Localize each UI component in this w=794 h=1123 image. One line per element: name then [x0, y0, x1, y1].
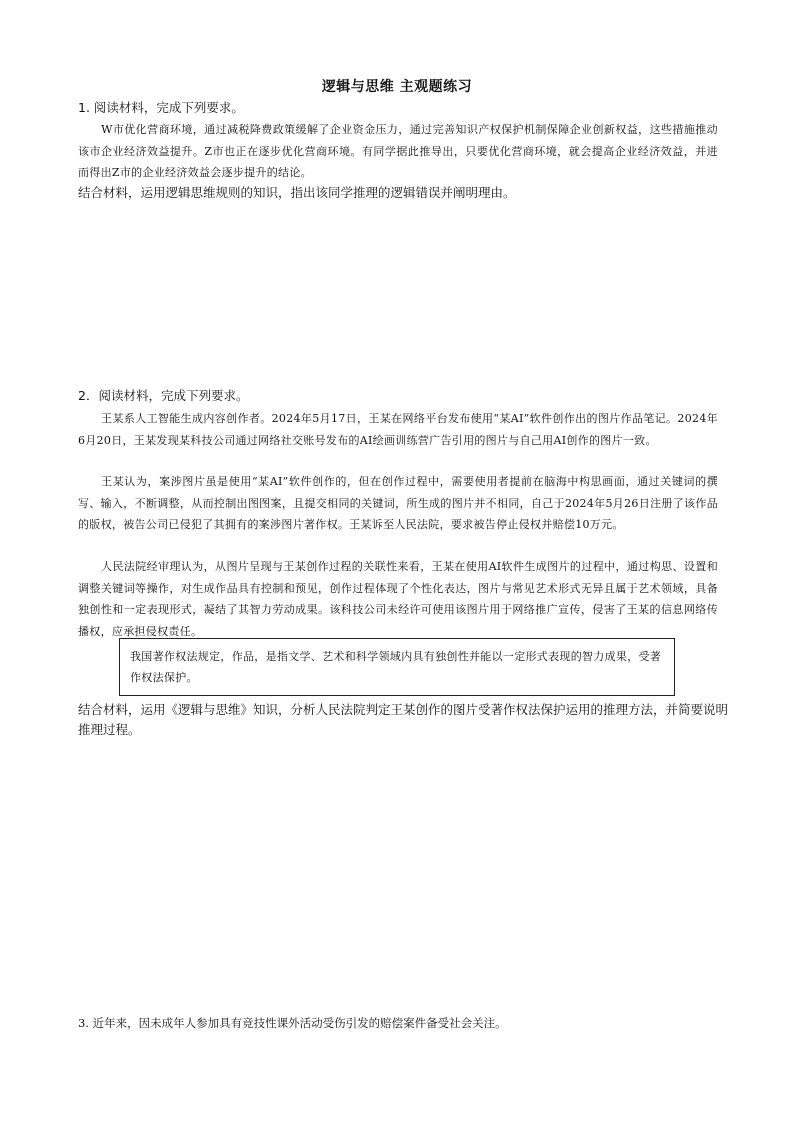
question-2-paragraph-3: 人民法院经审理认为，从图片呈现与王某创作过程的关联性来看，王某在使用AI软件生成图片的过程中，通过构思、设置和调整关键词等操作，对生成作品具有控制和预见，创作过程体现了个性化表达，图片与常见艺术形式无异且属于艺术领域，具备独创性和一定表现形式，凝结了其智力劳动成果。该科技公司未经许可使用该图片用于网络推广宣传，侵害了王某的信息网络传播权，应承担侵权责任。	[78, 560, 718, 638]
question-1-stem: 1. 阅读材料，完成下列要求。	[78, 100, 244, 115]
question-3-stem: 3. 近年来，因未成年人参加具有竞技性课外活动受伤引发的赔偿案件备受社会关注。	[78, 1016, 507, 1030]
question-2-paragraph-1: 王某系人工智能生成内容创作者。2024年5月17日，王某在网络平台发布使用“某AI”软件创作出的图片作品笔记。2024年6月20日，王某发现某科技公司通过网络社交账号发布的AI绘画训练营广告引用的图片与自己用AI创作的图片一致。	[78, 412, 718, 447]
question-2-paragraph-2: 王某认为，案涉图片虽是使用“某AI”软件创作的，但在创作过程中，需要使用者提前在脑海中构思画面，通过关键词的撰写、输入，不断调整，从而控制出图图案，且提交相同的关键词，所生成的图片并不相同，自己于2024年5月26日注册了该作品的版权，被告公司已侵犯了其拥有的案涉图片著作权。王某诉至人民法院，要求被告停止侵权并赔偿10万元。	[78, 475, 718, 531]
question-1-material: W市优化营商环境，通过减税降费政策缓解了企业资金压力，通过完善知识产权保护机制保障企业创新权益，这些措施推动该市企业经济效益提升。Z市也正在逐步优化营商环境。有同学据此推导出，只要优化营商环境，就会提高企业经济效益，并进而得出Z市的企业经济效益会逐步提升的结论。	[78, 123, 718, 179]
document-title: 逻辑与思维 主观题练习	[321, 79, 473, 95]
question-1-task: 结合材料，运用逻辑思维规则的知识，指出该同学推理的逻辑错误并阐明理由。	[78, 185, 516, 200]
law-note-box: 我国著作权法规定，作品，是指文学、艺术和科学领域内具有独创性并能以一定形式表现的智力成果，受著作权法保护。	[119, 638, 675, 696]
question-2-stem: 2．阅读材料，完成下列要求。	[78, 388, 249, 403]
question-2-task: 结合材料，运用《逻辑与思维》知识，分析人民法院判定王某创作的图片受著作权法保护运用的推理方法，并简要说明推理过程。	[78, 702, 729, 737]
